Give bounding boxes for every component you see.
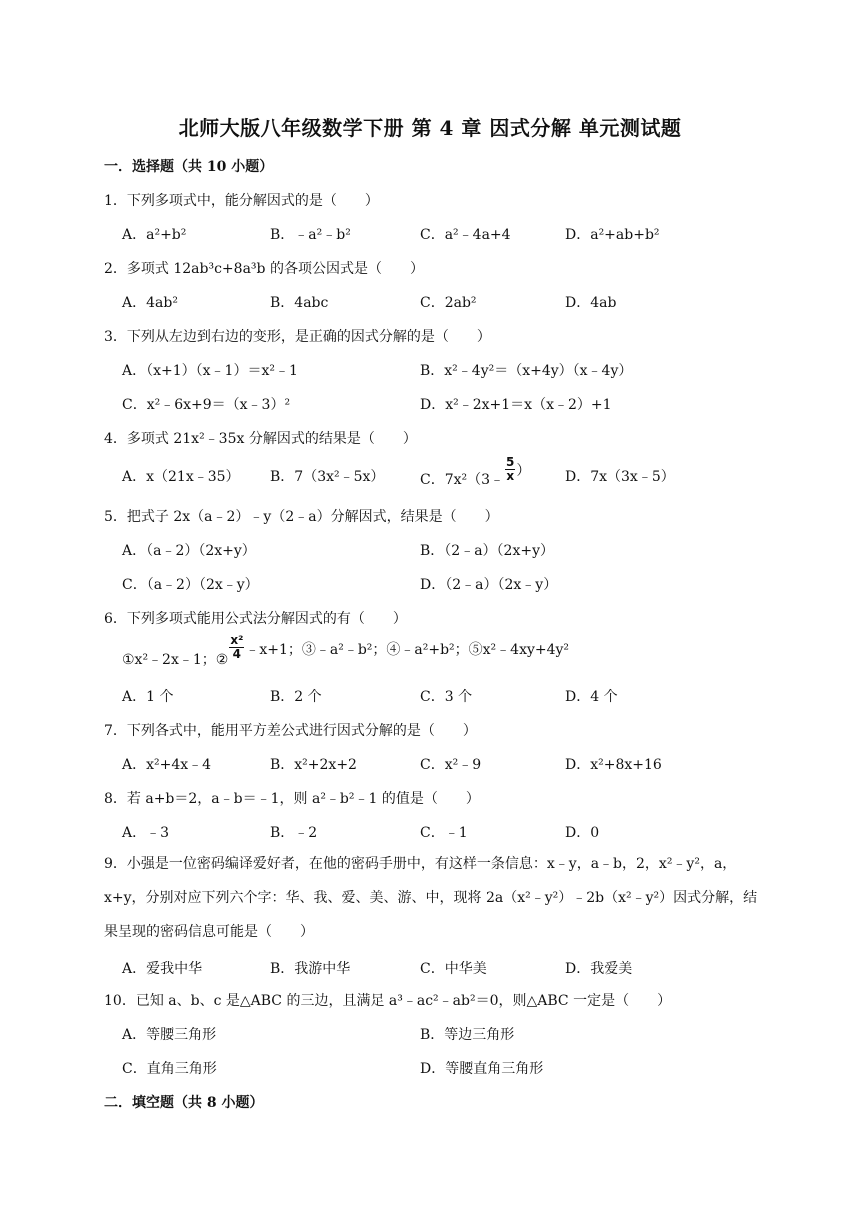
question-2-option-b: B．4abc [270,295,329,311]
question-9-stem: 9．小强是一位密码编译爱好者，在他的密码手册中，有这样一条信息：x﹣y，a﹣b，2，x²﹣y²，a，x+y，分别对应下列六个字：华、我、爱、美、游、中，现将 2a（x²﹣y²）﹣2b（x²﹣y²）因式分解，结果呈现的密码信息可能是（ ） [104,856,758,940]
question-4-option-c [420,455,531,488]
question-4-option-b: B．7（3x²﹣5x） [270,469,385,485]
fraction-numerator: 5 [506,455,515,469]
question-10-option-a: A．等腰三角形 [122,1027,217,1043]
question-6-option-a: A．1 个 [122,689,174,705]
question-6-stem: 6．下列多项式能用公式法分解因式的有（ ） [104,611,407,627]
question-3-stem: 3．下列从左边到右边的变形，是正确的因式分解的是（ ） [104,329,491,345]
question-6-items-part-2: ﹣x+1；③﹣a²﹣b²；④﹣a²+b²；⑤x²﹣4xy+4y² [245,641,570,658]
question-1-stem: 1．下列多项式中，能分解因式的是（ ） [104,193,379,209]
question-4-option-a: A．x（21x﹣35） [122,469,240,485]
question-10-option-b: B．等边三角形 [420,1027,515,1043]
question-1-option-d: D．a²+ab+b² [565,227,660,243]
question-8-option-d: D．0 [565,825,600,841]
question-6-option-c: C．3 个 [420,689,473,705]
question-9-option-b: B．我游中华 [270,961,351,977]
question-9-option-d: D．我爱美 [565,961,633,977]
question-4-option-d: D．7x（3x﹣5） [565,469,675,485]
question-5-option-a: A．（a﹣2）（2x+y） [122,543,256,559]
question-6-items-fraction [229,634,244,661]
question-10-option-c: C．直角三角形 [122,1061,217,1077]
question-6-items-part-1: ①x²﹣2x﹣1；② [122,651,229,668]
question-7-stem: 7．下列各式中，能用平方差公式进行因式分解的是（ ） [104,723,477,739]
fraction-numerator: x² [230,633,244,647]
question-1-option-a: A．a²+b² [122,227,187,243]
question-7-option-a: A．x²+4x﹣4 [122,757,212,773]
question-8-option-c: C．﹣1 [420,825,468,841]
question-3-option-a: A．（x+1）（x﹣1）＝x²﹣1 [122,363,298,379]
question-7-option-d: D．x²+8x+16 [565,757,662,773]
question-4-option-c-suffix: ） [516,462,531,479]
question-5-stem: 5．把式子 2x（a﹣2）﹣y（2﹣a）分解因式，结果是（ ） [104,509,499,525]
question-1-option-b: B．﹣a²﹣b² [270,227,351,243]
question-8-stem: 8．若 a+b＝2，a﹣b＝﹣1，则 a²﹣b²﹣1 的值是（ ） [104,791,480,807]
section-heading-choice: 一．选择题（共 10 小题） [104,159,274,175]
question-10-option-d: D．等腰直角三角形 [420,1061,544,1077]
section-heading-fill: 二．填空题（共 8 小题） [104,1095,264,1111]
question-2-stem: 2．多项式 12ab³c+8a³b 的各项公因式是（ ） [104,261,424,277]
question-8-option-b: B．﹣2 [270,825,318,841]
question-2-option-c: C．2ab² [420,295,477,311]
question-7-option-b: B．x²+2x+2 [270,757,357,773]
page-title: 北师大版八年级数学下册 第 4 章 因式分解 单元测试题 [178,116,682,140]
question-5-option-d: D．（2﹣a）（2x﹣y） [420,577,558,593]
question-1-option-c: C．a²﹣4a+4 [420,227,511,243]
question-3-option-d: D．x²﹣2x+1＝x（x﹣2）+1 [420,397,612,413]
question-5-option-c: C．（a﹣2）（2x﹣y） [122,577,259,593]
question-4-option-c-prefix: C．7x²（3﹣ [420,471,505,488]
question-7-option-c: C．x²﹣9 [420,757,482,773]
question-6-option-b: B．2 个 [270,689,322,705]
fraction-denominator: x [506,469,515,483]
question-4-stem: 4．多项式 21x²﹣35x 分解因式的结果是（ ） [104,431,417,447]
question-8-option-a: A．﹣3 [122,825,170,841]
question-9-option-a: A．爱我中华 [122,961,203,977]
question-9-option-c: C．中华美 [420,961,487,977]
question-3-option-b: B．x²﹣4y²＝（x+4y）（x﹣4y） [420,363,633,379]
question-6-option-d: D．4 个 [565,689,618,705]
question-4-option-c-fraction [505,456,515,483]
fraction-denominator: 4 [232,647,241,661]
question-3-option-c: C．x²﹣6x+9＝（x﹣3）² [122,397,291,413]
question-2-option-d: D．4ab [565,295,617,311]
question-2-option-a: A．4ab² [122,295,178,311]
question-6-items [122,633,570,668]
question-5-option-b: B．（2﹣a）（2x+y） [420,543,554,559]
question-10-stem: 10．已知 a、b、c 是△ABC 的三边，且满足 a³﹣ac²﹣ab²＝0，则△ABC 一定是（ ） [104,993,672,1009]
